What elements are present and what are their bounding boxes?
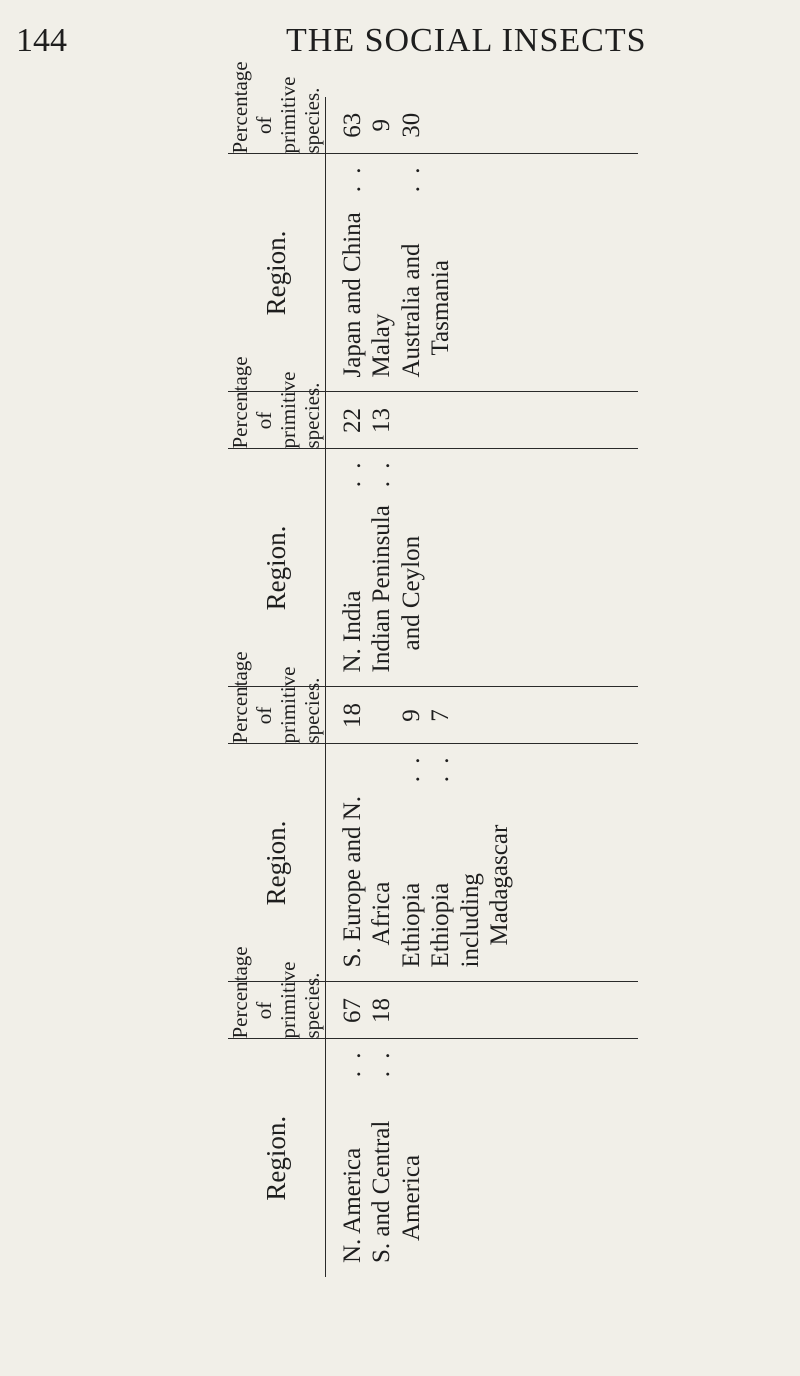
page-header bbox=[0, 0, 800, 70]
region-entry: Indian Peninsula and Ceylon . . bbox=[368, 459, 425, 673]
header-row bbox=[228, 97, 325, 1277]
region-entry: Ethiopia including Madagascar . . bbox=[427, 754, 514, 968]
region-header: Region. bbox=[228, 449, 325, 687]
percentage-header: Percentage of primitive species. bbox=[228, 946, 325, 1039]
percentage-value: 13 bbox=[368, 408, 396, 433]
percentage-header: Percentage of primitive species. bbox=[228, 651, 325, 744]
region-cell-east-asia-australia bbox=[325, 154, 638, 392]
region-entry: Ethiopia . . bbox=[397, 754, 425, 968]
page-number: 144 bbox=[16, 22, 67, 59]
percentage-value: 7 bbox=[427, 709, 455, 722]
region-cell-americas bbox=[325, 1039, 638, 1277]
percentage-value: 30 bbox=[397, 112, 425, 138]
percentage-cell-east-asia-australia bbox=[325, 97, 638, 154]
region-cell-india bbox=[325, 449, 638, 687]
percentage-value: 63 bbox=[338, 112, 366, 138]
region-entry: N. America . . bbox=[338, 1049, 366, 1263]
percentage-header: Percentage of primitive species. bbox=[228, 61, 325, 154]
percentage-value: 9 bbox=[368, 119, 396, 132]
region-entry: Japan and China . . bbox=[338, 164, 366, 378]
running-title: THE SOCIAL INSECTS bbox=[286, 22, 647, 59]
region-entry: S. Europe and N. Africa bbox=[338, 796, 396, 968]
percentage-value: 18 bbox=[338, 703, 366, 728]
percentage-header: Percentage of primitive species. bbox=[228, 356, 325, 449]
region-cell-europe-africa bbox=[325, 744, 638, 982]
percentage-cell-india bbox=[325, 392, 638, 449]
percentage-cell-americas bbox=[325, 982, 638, 1039]
region-entry: N. India . . bbox=[338, 459, 366, 673]
percentage-value: 18 bbox=[368, 998, 396, 1023]
percentage-value: 9 bbox=[397, 709, 425, 722]
region-header: Region. bbox=[228, 1039, 325, 1277]
region-entry: Australia and Tasmania . . bbox=[397, 164, 455, 378]
region-header: Region. bbox=[228, 154, 325, 392]
rotated-table bbox=[228, 61, 638, 1277]
region-entry: Malay bbox=[368, 313, 396, 378]
region-entry: S. and Central America . . bbox=[368, 1049, 425, 1263]
percentage-value: 67 bbox=[338, 998, 366, 1023]
percentage-cell-europe-africa bbox=[325, 687, 638, 744]
percentage-value: 22 bbox=[338, 408, 366, 433]
primitive-species-table bbox=[228, 61, 638, 1277]
table-body-row bbox=[325, 97, 638, 1277]
region-header: Region. bbox=[228, 744, 325, 982]
